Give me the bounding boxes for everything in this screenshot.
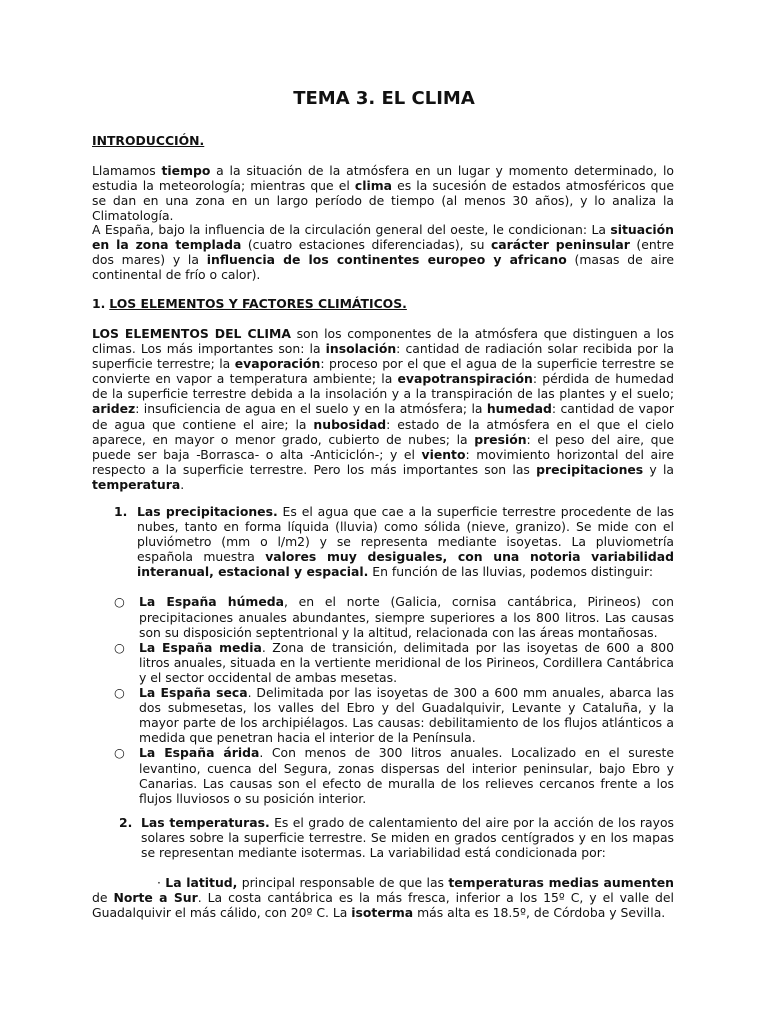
precipitaciones-item [92, 504, 674, 579]
bold-term: situación en la zona templada [92, 222, 674, 253]
bold-term: viento [421, 446, 466, 462]
text-run: . [180, 476, 185, 492]
bold-term: influencia de los continentes europeo y africano [206, 252, 567, 268]
rain-zone-humeda [92, 594, 674, 639]
bold-term: temperatura [92, 476, 181, 492]
text-run: Es el agua que cae a la superficie terrestre procedente de las nubes, tanto en forma líquida (lluvia) como sólida (nieve, granizo). Se mide con el pluviómetro (mm o l/m2) y se representa mediante isoyetas. La pluviometría española muestra [137, 504, 675, 565]
text-run: : el peso del aire, que puede ser baja -Borrasca- o alta -Anticiclón-; y el [92, 431, 674, 462]
bold-term: Las precipitaciones. [137, 504, 278, 519]
bold-term: temperaturas medias aumenten [448, 875, 675, 891]
bold-term: humedad [486, 401, 552, 417]
text-run: y la [643, 461, 674, 477]
text-run: . Zona de transición, delimitada por las isoyetas de 600 a 800 litros anuales, situada en la vertiente meridional de los Pirineos, Cordillera Cantábrica y el sector occidental de ambas mesetas. [139, 639, 674, 685]
bold-term: Las temperaturas. [141, 815, 270, 830]
intro-paragraph-2 [92, 222, 674, 282]
text-run: : pérdida de humedad de la superficie terrestre debida a la insolación y a la transpiración de las plantes y el suelo; [92, 371, 674, 402]
text-run: : estado de la atmósfera en el que el cielo aparece, en mayor o menor grado, cubierto de nubes; la [92, 416, 674, 447]
temperaturas-section [92, 815, 674, 921]
text-run: a la situación de la atmósfera en un lugar y momento determinado, lo estudia la meteorología; mientras que el [92, 163, 675, 194]
bold-term: clima [354, 178, 393, 194]
bullet-icon: ○ [114, 685, 125, 701]
bold-term: evapotranspiración [397, 371, 533, 387]
bold-term: tiempo [161, 163, 211, 178]
temperaturas-paragraph [141, 815, 674, 860]
section-1-heading [92, 296, 674, 311]
text-run: : cantidad de radiación solar recibida por la superficie terrestre; la [92, 341, 674, 372]
rain-zone-arida [92, 745, 674, 805]
bold-term: nubosidad [313, 416, 387, 432]
text-run: (masas de aire continental de frío o calor). [92, 252, 675, 283]
intro-heading-text: INTRODUCCIÓN. [92, 133, 205, 148]
bold-term: presión [474, 431, 527, 447]
bullet-icon: ○ [114, 594, 125, 610]
section-1-heading-text: LOS ELEMENTOS Y FACTORES CLIMÁTICOS. [109, 296, 407, 311]
bold-term: La España húmeda [139, 594, 284, 610]
temperaturas-item [92, 815, 674, 860]
bullet-icon: ○ [114, 745, 125, 761]
text-run: : proceso por el que el agua de la superficie terrestre se convierte en vapor a temperatura ambiente; la [92, 356, 674, 387]
bold-term: LOS ELEMENTOS DEL CLIMA [92, 326, 291, 341]
text-run: : cantidad de vapor de agua que contiene el aire; la [92, 401, 674, 432]
text-run: de [92, 890, 114, 906]
bold-term: precipitaciones [536, 461, 644, 477]
text-run: . Delimitada por las isoyetas de 300 a 600 mm anuales, abarca las dos submesetas, los valles del Ebro y del Guadalquivir, Levante y Cataluña, y la mayor parte de los archipiélagos. Las causas: debilitamiento de los flujos atlánticos a medida que penetran hacia el interior de la Península. [139, 685, 674, 746]
intro-paragraph-1 [92, 163, 674, 223]
bold-term: La España árida [139, 745, 260, 761]
text-run: , en el norte (Galicia, cornisa cantábrica, Pirineos) con precipitaciones anuales abundantes, siempre superiores a los 800 litros. Las causas son su disposición septentrional y la altitud, relacionada con las áreas montañosas. [139, 594, 674, 640]
text-run: son los componentes de la atmósfera que distinguen a los climas. Los más importantes son: la [92, 326, 674, 357]
text-run: es la sucesión de estados atmosféricos que se dan en una zona en un largo período de tiempo (al menos 30 años), y lo analiza la Climatología. [92, 178, 674, 224]
rain-zone-media-text [139, 640, 674, 685]
text-run: más alta es 18.5º, de Córdoba y Sevilla. [413, 905, 666, 921]
bold-term: La latitud, [165, 875, 238, 891]
text-run: . La costa cantábrica es la más fresca, inferior a los 15º C, y el valle del Guadalquivir el más cálido, con 20º C. La [92, 890, 674, 921]
rain-zone-seca-text [139, 685, 674, 745]
rain-zone-humeda-text [139, 594, 674, 639]
text-run: En función de las lluvias, podemos distinguir: [368, 564, 654, 580]
text-run: · [157, 875, 166, 891]
temperaturas-number: 2. [119, 815, 133, 830]
latitud-paragraph [92, 875, 674, 920]
rain-zone-arida-text [139, 745, 674, 805]
bold-term: aridez [92, 401, 136, 417]
bold-term: carácter peninsular [490, 237, 630, 253]
rain-zone-media [92, 640, 674, 685]
text-run: Es el grado de calentamiento del aire por la acción de los rayos solares sobre la superficie terrestre. Se miden en grados centígrados y en los mapas se representan mediante isotermas. La variabilidad está condicionada por: [141, 815, 674, 861]
text-run: A España, bajo la influencia de la circulación general del oeste, le condicionan: La [92, 222, 611, 237]
text-run: : insuficiencia de agua en el suelo y en la atmósfera; la [135, 401, 487, 417]
bullet-icon: ○ [114, 639, 125, 655]
text-run: . Con menos de 300 litros anuales. Localizado en el sureste levantino, cuenca del Segura, zonas dispersas del interior peninsular, bajo Ebro y Canarias. Las causas son el efecto de muralla de los relieves cercanos frente a los flujos lluviosos o su posición interior. [139, 745, 674, 806]
bold-term: La España media [139, 639, 262, 655]
bold-term: insolación [325, 341, 397, 357]
bold-term: isoterma [351, 905, 414, 921]
text-run: principal responsable de que las [237, 875, 449, 891]
text-run: (cuatro estaciones diferenciadas), su [241, 237, 491, 253]
text-run: (entre dos mares) y la [92, 237, 674, 268]
intro-heading [92, 133, 674, 148]
bold-term: Norte a Sur [113, 890, 198, 906]
text-run: Llamamos [92, 163, 162, 178]
rain-zone-seca [92, 685, 674, 745]
rain-zones-list [92, 594, 674, 805]
text-run: : movimiento horizontal del aire respecto a la superficie terrestre. Pero los más importantes son las [92, 446, 674, 477]
document-title: TEMA 3. EL CLIMA [293, 88, 475, 109]
precipitaciones-paragraph [137, 504, 674, 579]
precipitaciones-section [92, 504, 674, 806]
elements-paragraph [92, 326, 674, 492]
section-1-number: 1. [92, 296, 106, 311]
bold-term: La España seca [139, 685, 248, 701]
bold-term: evaporación [234, 356, 321, 372]
precipitaciones-number: 1. [114, 504, 128, 519]
bold-term: valores muy desiguales, con una notoria variabilidad interanual, estacional y espacial. [137, 549, 674, 580]
